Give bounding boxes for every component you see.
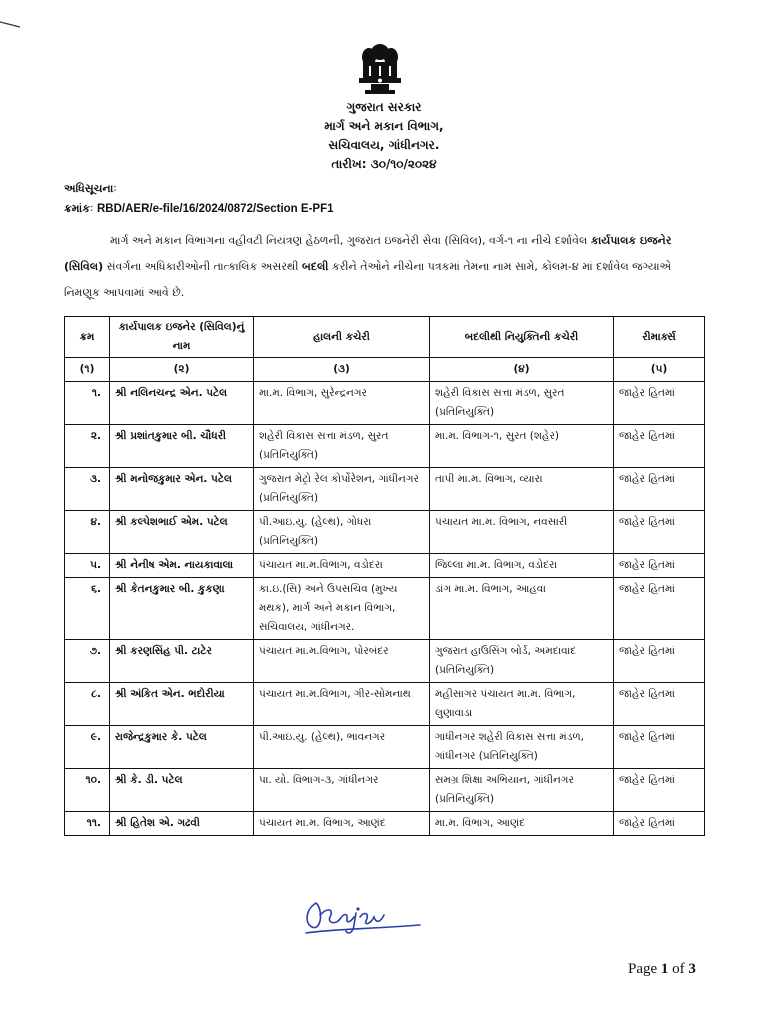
notification-label: અધિસૂચનાઃ	[64, 182, 117, 195]
intro-bold-transfer: બદલી	[302, 260, 329, 273]
cell-remarks: જાહેર હિતમાં	[614, 726, 705, 769]
cell-name: શ્રી નલિનચન્દ્ર એન. પટેલ	[110, 382, 254, 425]
document-header	[234, 98, 534, 174]
cell-new-office: ગુજરાત હાઉસિંગ બોર્ડ, અમદાવાદ (પ્રતિનિયુક્તિ)	[430, 640, 614, 683]
intro-paragraph	[64, 228, 708, 306]
cell-name: શ્રી કેતનકુમાર બી. કુકણા	[110, 578, 254, 640]
cell-name: શ્રી પ્રશાંતકુમાર બી. ચૌધરી	[110, 425, 254, 468]
cell-current-office: ગુજરાત મેટ્રો રેલ કોર્પોરેશન, ગાંધીનગર (પ્રતિનિયુક્તિ)	[254, 468, 430, 511]
office-location: સચિવાલય, ગાંધીનગર.	[328, 138, 440, 152]
column-number-row	[65, 358, 705, 382]
header-new-office: બદલીથી નિયુક્તિની કચેરી	[430, 317, 614, 358]
scan-mark	[0, 18, 22, 32]
intro-text-2: સંવર્ગના અધિકારીઓની તાત્કાલિક અસરથી	[103, 260, 302, 273]
intro-bold-cadre: કાર્યપાલક ઇજનેર (સિવિલ)	[64, 234, 672, 273]
cell-new-office: પંચાયત મા.મ. વિભાગ, નવસારી	[430, 511, 614, 554]
cell-remarks: જાહેર હિતમાં	[614, 769, 705, 812]
cell-name: શ્રી મનોજકુમાર એન. પટેલ	[110, 468, 254, 511]
table-row	[65, 812, 705, 836]
document-date: તારીખ: ૩૦/૧૦/૨૦૨૪	[331, 157, 437, 171]
state-emblem-icon	[349, 38, 411, 96]
cell-current-office: પંચાયત મા.મ. વિભાગ, આણંદ	[254, 812, 430, 836]
cell-current-office: કા.ઇ.(સિ) અને ઉપસચિવ (મુખ્ય મથક), માર્ગ અને મકાન વિભાગ, સચિવાલય, ગાંધીનગર.	[254, 578, 430, 640]
cell-sr: ૧૦.	[65, 769, 110, 812]
cell-name: રાજેન્દ્રકુમાર કે. પટેલ	[110, 726, 254, 769]
cell-name: શ્રી હિતેશ એ. ગઢવી	[110, 812, 254, 836]
table-header-row	[65, 317, 705, 358]
cell-remarks: જાહેર હિતમાં	[614, 578, 705, 640]
cell-name: શ્રી અંકિત એન. ભદોરીયા	[110, 683, 254, 726]
department-name: માર્ગ અને મકાન વિભાગ,	[324, 119, 444, 133]
colnum-1: (૧)	[65, 358, 110, 382]
page-prefix: Page	[628, 961, 658, 977]
cell-sr: ૨.	[65, 425, 110, 468]
cell-name: શ્રી નેનીષ એમ. નાયકાવાલા	[110, 554, 254, 578]
page-current: 1	[660, 961, 669, 977]
cell-new-office: મા.મ. વિભાગ-૧, સુરત (શહેર)	[430, 425, 614, 468]
table-row	[65, 640, 705, 683]
cell-sr: ૫.	[65, 554, 110, 578]
intro-text-3: કરીને તેઓને નીચેના પત્રકમાં તેમના નામ સામે, કોલમ-૪ માં દર્શાવેલ જગ્યાએ નિમણૂક આપવામાં આવે છે.	[64, 260, 672, 299]
cell-sr: ૧.	[65, 382, 110, 425]
cell-sr: ૩.	[65, 468, 110, 511]
government-name: ગુજરાત સરકાર	[346, 100, 422, 114]
cell-remarks: જાહેર હિતમાં	[614, 468, 705, 511]
cell-remarks: જાહેર હિતમાં	[614, 511, 705, 554]
cell-new-office: મહીસાગર પંચાયત મા.મ. વિભાગ, લુણાવાડા	[430, 683, 614, 726]
colnum-4: (૪)	[430, 358, 614, 382]
colnum-2: (૨)	[110, 358, 254, 382]
cell-new-office: ડાંગ મા.મ. વિભાગ, આહવા	[430, 578, 614, 640]
table-row	[65, 683, 705, 726]
cell-sr: ૭.	[65, 640, 110, 683]
header-sr: ક્રમ	[65, 317, 110, 358]
cell-remarks: જાહેર હિતમાં	[614, 425, 705, 468]
cell-current-office: મા.મ. વિભાગ, સુરેન્દ્રનગર	[254, 382, 430, 425]
reference-number: RBD/AER/e-file/16/2024/0872/Section E-PF1	[97, 203, 334, 215]
cell-sr: ૧૧.	[65, 812, 110, 836]
colnum-3: (૩)	[254, 358, 430, 382]
page-total: 3	[688, 961, 696, 977]
cell-remarks: જાહેર હિતમાં	[614, 640, 705, 683]
cell-sr: ૪.	[65, 511, 110, 554]
reference-line	[64, 202, 334, 216]
cell-sr: ૮.	[65, 683, 110, 726]
cell-current-office: પંચાયત મા.મ.વિભાગ, પોરબંદર	[254, 640, 430, 683]
cell-new-office: ગાંધીનગર શહેરી વિકાસ સત્તા મંડળ, ગાંધીનગર (પ્રતિનિયુક્તિ)	[430, 726, 614, 769]
cell-current-office: પંચાયત મા.મ.વિભાગ, ગીર-સોમનાથ	[254, 683, 430, 726]
table-row	[65, 425, 705, 468]
cell-sr: ૬.	[65, 578, 110, 640]
header-name: કાર્યપાલક ઇજનેર (સિવિલ)નું નામ	[110, 317, 254, 358]
table-row	[65, 578, 705, 640]
cell-new-office: તાપી મા.મ. વિભાગ, વ્યારા	[430, 468, 614, 511]
page-of: of	[672, 961, 685, 977]
cell-remarks: જાહેર હિતમાં	[614, 812, 705, 836]
cell-current-office: પા. યો. વિભાગ-૩, ગાંધીનગર	[254, 769, 430, 812]
table-row	[65, 726, 705, 769]
officer-signature	[300, 895, 424, 941]
colnum-5: (૫)	[614, 358, 705, 382]
table-row	[65, 769, 705, 812]
cell-remarks: જાહેર હિતમાં	[614, 683, 705, 726]
cell-remarks: જાહેર હિતમાં	[614, 554, 705, 578]
cell-name: શ્રી કલ્પેશભાઈ એમ. પટેલ	[110, 511, 254, 554]
table-row	[65, 382, 705, 425]
table-row	[65, 468, 705, 511]
cell-current-office: પંચાયત મા.મ.વિભાગ, વડોદરા	[254, 554, 430, 578]
cell-name: શ્રી કે. ડી. પટેલ	[110, 769, 254, 812]
cell-remarks: જાહેર હિતમાં	[614, 382, 705, 425]
cell-new-office: શહેરી વિકાસ સત્તા મંડળ, સુરત (પ્રતિનિયુક્તિ)	[430, 382, 614, 425]
cell-current-office: પી.આઇ.યુ. (હેલ્થ), ગોધરા (પ્રતિનિયુક્તિ)	[254, 511, 430, 554]
intro-text-1: માર્ગ અને મકાન વિભાગના વહીવટી નિયંત્રણ હેઠળની, ગુજરાત ઇજનેરી સેવા (સિવિલ), વર્ગ-૧ ના નીચે દર્શાવેલ	[110, 234, 588, 247]
reference-label: ક્રમાંકઃ	[64, 202, 94, 215]
cell-current-office: પી.આઇ.યુ. (હેલ્થ), ભાવનગર	[254, 726, 430, 769]
table-row	[65, 511, 705, 554]
transfer-table	[64, 316, 705, 836]
cell-new-office: જિલ્લા મા.મ. વિભાગ, વડોદરા	[430, 554, 614, 578]
cell-name: શ્રી કરણસિંહ પી. ટાટેર	[110, 640, 254, 683]
header-current-office: હાલની કચેરી	[254, 317, 430, 358]
page-number	[628, 961, 696, 978]
cell-current-office: શહેરી વિકાસ સત્તા મંડળ, સુરત (પ્રતિનિયુક્તિ)	[254, 425, 430, 468]
cell-sr: ૯.	[65, 726, 110, 769]
cell-new-office: સમગ્ર શિક્ષા અભિયાન, ગાંધીનગર (પ્રતિનિયુક્તિ)	[430, 769, 614, 812]
header-remarks: રીમાર્ક્સ	[614, 317, 705, 358]
table-row	[65, 554, 705, 578]
cell-new-office: મા.મ. વિભાગ, આણંદ	[430, 812, 614, 836]
